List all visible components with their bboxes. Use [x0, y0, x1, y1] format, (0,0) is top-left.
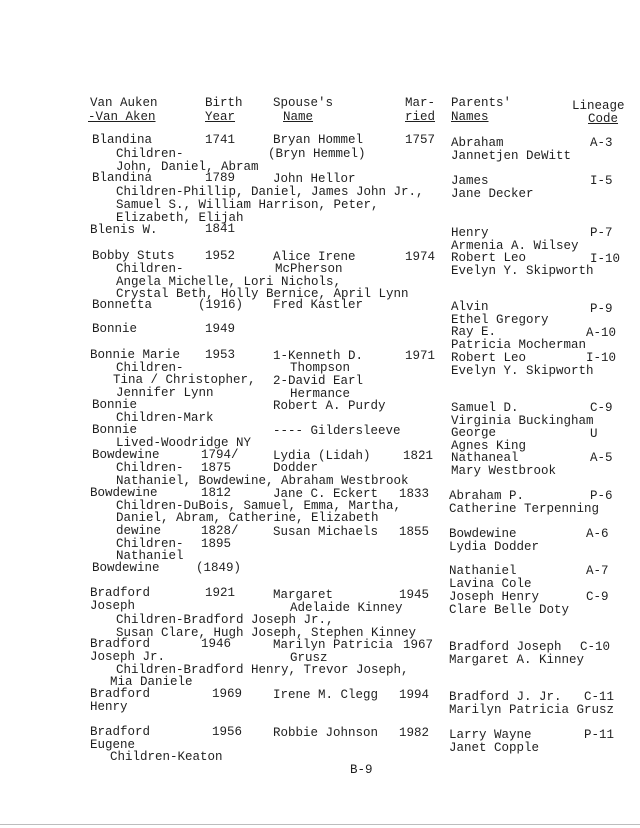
entry-birth-year: 1949	[205, 322, 236, 336]
entry-spouse: Susan Michaels	[273, 525, 379, 539]
entry-birth-year: 1946	[201, 637, 232, 651]
entry-parent: Margaret A. Kinney	[449, 653, 585, 667]
entry-married-year: 1855	[399, 525, 430, 539]
entry-lineage-code: C-9	[586, 590, 609, 604]
entry-name-line2: Joseph	[90, 599, 136, 613]
entry-spouse-line2: Dodder	[273, 461, 319, 475]
entry-parent: Bradford J. Jr.	[449, 690, 562, 704]
entry-name-line2: Joseph Jr.	[90, 650, 166, 664]
entry-name: Bowdewine	[90, 486, 158, 500]
entry-parent: Patricia Mocherman	[451, 338, 587, 352]
entry-children: Mia Daniele	[110, 675, 193, 689]
entry-parent: Jane Decker	[451, 187, 534, 201]
entry-parent: Jannetjen DeWitt	[451, 149, 572, 163]
entry-name: Blandina	[92, 171, 153, 185]
entry-birth-year: 1921	[205, 586, 236, 600]
entry-parent: George	[451, 426, 497, 440]
entry-children-label: Children-	[116, 361, 184, 375]
entry-parent: Catherine Terpenning	[449, 502, 600, 516]
entry-parent: Mary Westbrook	[451, 464, 557, 478]
header-col-birth-b: Year	[205, 110, 236, 124]
entry-spouse: Lydia (Lidah)	[273, 449, 371, 463]
entry-children: Children-Bradford Joseph Jr.,	[116, 613, 334, 627]
entry-children: Crystal Beth, Holly Bernice, April Lynn	[116, 287, 409, 301]
entry-parent: Larry Wayne	[449, 728, 532, 742]
entry-spouse: Alice Irene	[273, 250, 356, 264]
entry-children: Elizabeth, Elijah	[116, 211, 244, 225]
entry-lineage-code: P-6	[590, 489, 613, 503]
entry-parent: Bowdewine	[449, 527, 517, 541]
entry-lineage-code: C-11	[584, 690, 615, 704]
entry-birth-year: 1953	[205, 348, 236, 362]
entry-children: Nathaniel	[116, 549, 184, 563]
entry-spouse-line2: Thompson	[290, 361, 351, 375]
entry-lineage-code: C-9	[590, 401, 613, 415]
entry-lineage-code: I-10	[590, 252, 621, 266]
entry-spouse-line2: (Bryn Hemmel)	[268, 147, 366, 161]
entry-lineage-code: A-3	[590, 136, 613, 150]
entry-spouse-line4: Hermance	[290, 387, 351, 401]
entry-parent: Nathaniel	[449, 564, 517, 578]
page-number: B-9	[350, 763, 373, 777]
entry-parent: Lydia Dodder	[449, 540, 540, 554]
entry-spouse: Jane C. Eckert	[273, 487, 379, 501]
entry-name: Bradford	[90, 586, 151, 600]
entry-parent: Abraham P.	[449, 489, 525, 503]
entry-spouse-line3: 2-David Earl	[273, 374, 364, 388]
entry-birth-year: 1741	[205, 133, 236, 147]
entry-parent: Henry	[451, 226, 489, 240]
entry-children: Nathaniel, Bowdewine, Abraham Westbrook	[116, 474, 409, 488]
header-col-parents-a: Parents'	[451, 96, 512, 110]
entry-lineage-code: A-10	[586, 326, 617, 340]
entry-spouse: John Hellor	[273, 172, 356, 186]
entry-spouse-line2: Adelaide Kinney	[290, 601, 403, 615]
entry-children-label: Children-	[116, 262, 184, 276]
entry-name: Bowdewine	[92, 561, 160, 575]
entry-married-year: 1971	[405, 349, 436, 363]
entry-children: John, Daniel, Abram	[116, 160, 259, 174]
header-col-lineage-a: Lineage	[572, 99, 625, 113]
entry-spouse: Fred Kastler	[273, 298, 364, 312]
entry-birth-year: 1828/	[201, 524, 239, 538]
entry-spouse: Irene M. Clegg	[273, 688, 379, 702]
entry-spouse: Marilyn Patricia	[273, 638, 394, 652]
header-col-birth-a: Birth	[205, 96, 243, 110]
entry-parent: Clare Belle Doty	[449, 603, 570, 617]
header-col-lineage-b: Code	[588, 112, 619, 126]
entry-children: Samuel S., William Harrison, Peter,	[116, 198, 379, 212]
entry-name: Bowdewine	[92, 448, 160, 462]
bottom-rule	[0, 824, 640, 825]
entry-parent: Agnes King	[451, 439, 527, 453]
entry-parent: Marilyn Patricia Grusz	[449, 703, 615, 717]
entry-birth-year: (1916)	[198, 298, 244, 312]
entry-birth-year: 1789	[205, 171, 236, 185]
entry-spouse: 1-Kenneth D.	[273, 349, 364, 363]
entry-lineage-code: A-6	[586, 527, 609, 541]
entry-spouse: Robbie Johnson	[273, 726, 379, 740]
entry-name: Bonnie	[92, 398, 138, 412]
entry-spouse: Robert A. Purdy	[273, 399, 386, 413]
entry-married-year: 1967	[403, 638, 434, 652]
entry-death-year: 1895	[201, 537, 232, 551]
entry-birth-year: 1812	[201, 486, 232, 500]
entry-children-label: Children-	[116, 537, 184, 551]
entry-parent: Robert Leo	[451, 251, 527, 265]
entry-birth-year: 1956	[212, 725, 243, 739]
entry-spouse: Margaret	[273, 588, 334, 602]
entry-parent: Lavina Cole	[449, 577, 532, 591]
entry-parent: Robert Leo	[451, 351, 527, 365]
entry-children-label: Children-	[116, 461, 184, 475]
entry-spouse-line2: McPherson	[275, 262, 343, 276]
entry-parent: Nathaneal	[451, 451, 519, 465]
entry-lineage-code: A-5	[590, 451, 613, 465]
entry-name: Bonnetta	[92, 298, 153, 312]
entry-spouse: Bryan Hommel	[273, 133, 364, 147]
entry-children: Susan Clare, Hugh Joseph, Stephen Kinney	[116, 626, 417, 640]
entry-birth-year: 1969	[212, 687, 243, 701]
entry-birth-year: 1841	[205, 222, 236, 236]
entry-spouse-line2: Grusz	[290, 651, 328, 665]
entry-name: Blandina	[92, 133, 153, 147]
entry-parent: Virginia Buckingham	[451, 414, 594, 428]
entry-children: Tina / Christopher,	[113, 373, 256, 387]
entry-note: Lived-Woodridge NY	[116, 436, 252, 450]
header-col-name-b: -Van Aken	[88, 110, 156, 124]
entry-parent: Evelyn Y. Skipworth	[451, 264, 594, 278]
entry-name: Bradford	[90, 637, 151, 651]
entry-name: dewine	[116, 524, 162, 538]
entry-name: Bradford	[90, 725, 151, 739]
entry-parent: Armenia A. Wilsey	[451, 239, 579, 253]
entry-parent: Evelyn Y. Skipworth	[451, 364, 594, 378]
entry-birth-year: 1794/	[201, 448, 239, 462]
entry-married-year: 1821	[403, 449, 434, 463]
entry-death-year: 1875	[201, 461, 232, 475]
entry-name: Bobby Stuts	[92, 249, 175, 263]
entry-parent: Alvin	[451, 300, 489, 314]
entry-name: Bradford	[90, 687, 151, 701]
entry-spouse: ---- Gildersleeve	[273, 424, 401, 438]
entry-married-year: 1757	[405, 133, 436, 147]
entry-married-year: 1833	[399, 487, 430, 501]
entry-lineage-code: P-9	[590, 302, 613, 316]
header-col-parents-b: Names	[451, 110, 489, 124]
entry-lineage-code: I-5	[590, 174, 613, 188]
entry-children: Children-Mark	[116, 411, 214, 425]
header-col-married-b: ried	[405, 110, 436, 124]
entry-parent: James	[451, 174, 489, 188]
entry-lineage-code: C-10	[580, 640, 611, 654]
entry-children: Jennifer Lynn	[116, 386, 214, 400]
entry-lineage-code: U	[590, 427, 598, 441]
header-col-name-a: Van Auken	[90, 96, 158, 110]
entry-name: Bonnie Marie	[90, 348, 181, 362]
entry-lineage-code: I-10	[586, 351, 617, 365]
header-col-spouse-a: Spouse's	[273, 96, 334, 110]
entry-children: Children-Keaton	[110, 750, 223, 764]
entry-parent: Bradford Joseph	[449, 640, 562, 654]
entry-children: Daniel, Abram, Catherine, Elizabeth	[116, 511, 379, 525]
entry-lineage-code: A-7	[586, 564, 609, 578]
entry-parent: Janet Copple	[449, 741, 540, 755]
entry-married-year: 1994	[399, 688, 430, 702]
entry-parent: Ethel Gregory	[451, 313, 549, 327]
entry-married-year: 1974	[405, 250, 436, 264]
entry-children: Children-DuBois, Samuel, Emma, Martha,	[116, 499, 402, 513]
entry-children: Angela Michelle, Lori Nichols,	[116, 275, 342, 289]
entry-birth-year: 1952	[205, 249, 236, 263]
entry-name: Bonnie	[92, 322, 138, 336]
entry-children: Children-Bradford Henry, Trevor Joseph,	[116, 663, 409, 677]
entry-married-year: 1945	[399, 588, 430, 602]
header-col-married-a: Mar-	[405, 96, 436, 110]
entry-name-line2: Henry	[90, 700, 128, 714]
entry-children: Children-Phillip, Daniel, James John Jr.,	[116, 185, 424, 199]
entry-lineage-code: P-11	[584, 728, 615, 742]
entry-children-label: Children-	[116, 147, 184, 161]
entry-lineage-code: P-7	[590, 226, 613, 240]
entry-name-line2: Eugene	[90, 738, 136, 752]
entry-parent: Samuel D.	[451, 401, 519, 415]
entry-married-year: 1982	[399, 726, 430, 740]
entry-parent: Joseph Henry	[449, 590, 540, 604]
header-col-spouse-b: Name	[283, 110, 314, 124]
entry-name: Blenis W.	[90, 223, 158, 237]
entry-birth-year: (1849)	[196, 561, 242, 575]
entry-parent: Abraham	[451, 136, 504, 150]
entry-parent: Ray E.	[451, 325, 497, 339]
entry-name: Bonnie	[92, 423, 138, 437]
